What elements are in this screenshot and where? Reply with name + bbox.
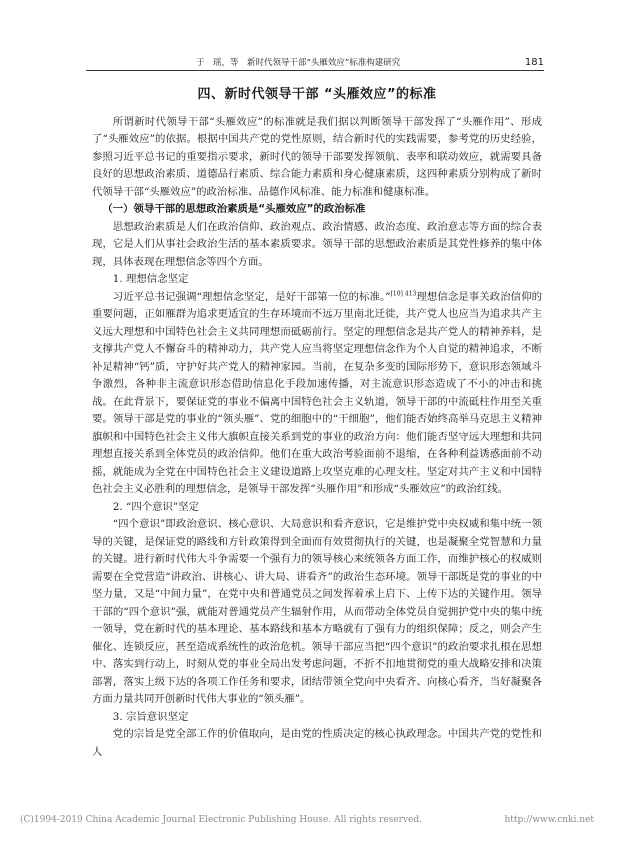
citation-reference: [10] 413	[390, 290, 417, 298]
article-body	[92, 86, 542, 761]
copyright-notice: (C)1994-2019 China Academic Journal Electronic Publishing House. All rights reserved.	[20, 815, 422, 825]
paragraph-political-quality: 思想政治素质是人们在政治信仰、政治观点、政治情感、政治态度、政治意志等方面的综合表现，它是人们从事社会政治生活的基本素质要求。领导干部的思想政治素质是其党性修养的集中体现，具体表现在理想信念等四个方面。	[92, 220, 542, 268]
item-heading-purpose: 3. 宗旨意识坚定	[112, 710, 189, 723]
paragraph-purpose: 党的宗旨是党全部工作的价值取向，是由党的性质决定的核心执政理念。中国共产党的党性和人	[92, 728, 542, 758]
running-header	[86, 50, 544, 71]
footer-url: http://www.cnki.net	[504, 815, 594, 825]
paragraph-ideals-lead: 习近平总书记强调“理想信念坚定，是好干部第一位的标准。”	[112, 290, 391, 303]
item-heading-four-consciousness: 2. “四个意识”坚定	[112, 500, 199, 513]
subsection-heading: （一）领导干部的思想政治素质是“头雁效应”的政治标准	[102, 203, 366, 215]
running-title: 于 瑶，等 新时代领导干部“头雁效应”标准构建研究	[196, 58, 401, 68]
intro-paragraph: 所谓新时代领导干部“头雁效应”的标准就是我们据以判断领导干部发挥了“头雁作用”、形成了“头雁效应”的依据。根据中国共产党的党性原则，结合新时代的实践需要，参考党的历史经验，参照习近平总书记的重要指示要求，新时代的领导干部要发挥领航、表率和联动效应，就需要具备良好的思想政治素质、道德品行素质、综合能力素质和身心健康素质，这四种素质分别构成了新时代领导干部“头雁效应”的政治标准、品德作风标准、能力标准和健康标准。	[92, 115, 542, 198]
page-number: 181	[524, 57, 544, 68]
paragraph-ideals-body: 理想信念是事关政治信仰的重要问题，正如雁群为追求更适宜的生存环境而不远万里南北迁徙，共产党人也应当为追求共产主义远大理想和中国特色社会主义共同理想而砥砺前行。坚定的理想信念是共产党人的精神养料，是支撑共产党人不懈奋斗的精神动力，共产党人应当将坚定理想信念作为个人自觉的精神追求，不断补足精神“钙”质，守护好共产党人的精神家园。当前，在复杂多变的国际形势下，意识形态领域斗争激烈，各种非主流意识形态借助信息化手段加速传播，对主流意识形态造成了不小的冲击和挑战。在此背景下，要保证党的事业不偏离中国特色社会主义轨道，领导干部的中流砥柱作用至关重要。领导干部是党的事业的“领头雁”、党的细胞中的“干细胞”，他们能否始终高举马克思主义精神旗帜和中国特色社会主义伟大旗帜直接关系到党的事业的政治方向：他们能否坚守远大理想和共同理想直接关系到全体党员的政治信仰。他们在重大政治考验面前不退缩，在各种利益诱惑面前不动摇，就能成为全党在中国特色社会主义建设道路上攻坚克难的心理支柱。坚定对共产主义和中国特色社会主义必胜利的理想信念，是领导干部发挥“头雁作用”和形成“头雁效应”的政治红线。	[92, 290, 543, 495]
paragraph-ideals	[92, 289, 542, 499]
page-footer	[20, 815, 594, 825]
paragraph-four-consciousness: “四个意识”即政治意识、核心意识、大局意识和看齐意识，它是维护党中央权威和集中统一领导的关键，是保证党的路线和方针政策得到全面而有效贯彻执行的关键，也是凝聚全党智慧和力量的关键。进行新时代伟大斗争需要一个强有力的领导核心来统领各方面工作，而维护核心的权威则需要在全党营造“讲政治、讲核心、讲大局、讲看齐”的政治生态环境。领导干部既是党的事业的中坚力量，又是“中间力量”，在党中央和普通党员之间发挥着承上启下、上传下达的关键作用。领导干部的“四个意识”强，就能对普通党员产生辐射作用，从而带动全体党员自觉拥护党中央的集中统一领导，党在新时代的基本理论、基本路线和基本方略就有了强有力的组织保障；反之，则会产生催化、连锁反应，甚至造成系统性的政治危机。领导干部应当把“四个意识”的政治要求扎根在思想中、落实到行动上，时刻从党的事业全局出发考虑问题，不折不扣地贯彻党的重大战略安排和决策部署，落实上级下达的各项工作任务和要求，团结带领全党向中央看齐、向核心看齐，当好凝聚各方面力量共同开创新时代伟大事业的“领头雁”。	[92, 518, 542, 705]
item-heading-ideals: 1. 理想信念坚定	[112, 273, 189, 285]
section-title: 四、新时代领导干部 “头雁效应”的标准	[197, 87, 437, 102]
